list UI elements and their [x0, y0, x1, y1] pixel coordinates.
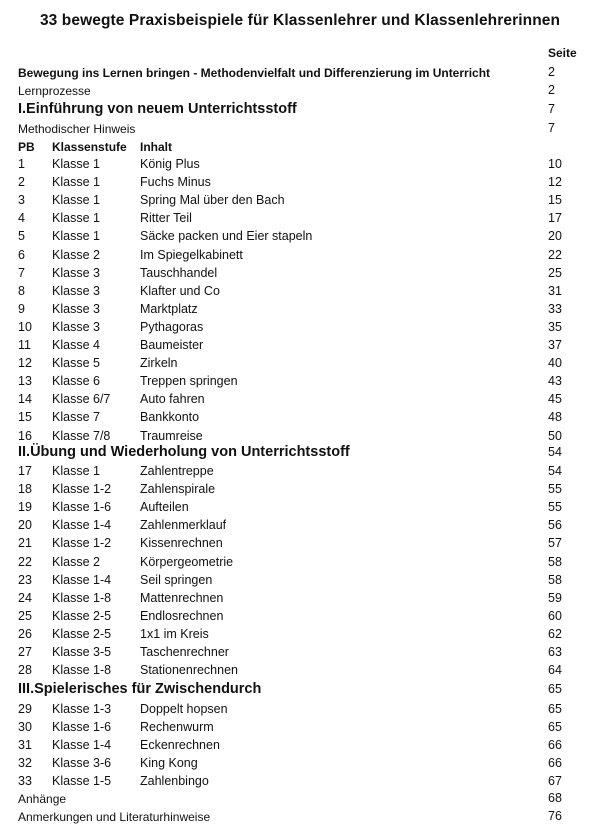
- page-column-header: Seite: [548, 46, 577, 60]
- column-header-pb: PB: [18, 140, 35, 154]
- entry-page: 55: [548, 500, 562, 515]
- entry-title: König Plus: [140, 157, 200, 171]
- entry-title: Treppen springen: [140, 374, 238, 389]
- entry-number: 33: [18, 774, 32, 789]
- entry-page: 63: [548, 645, 562, 659]
- entry-number: 2: [18, 175, 25, 190]
- entry-title: Spring Mal über den Bach: [140, 193, 285, 208]
- toc-entry-row: [0, 645, 600, 662]
- entry-number: 23: [18, 572, 32, 587]
- entry-class-level: Klasse 1-4: [52, 738, 112, 753]
- entry-title: Rechenwurm: [140, 720, 214, 735]
- entry-number: 24: [18, 590, 32, 605]
- section-heading-3: III.Spielerisches für Zwischendurch: [18, 681, 262, 697]
- page-title: 33 bewegte Praxisbeispiele für Klassenlehrer und Klassenlehrerinnen: [39, 12, 561, 29]
- entry-page: 40: [548, 356, 562, 371]
- entry-class-level: Klasse 1-3: [52, 702, 112, 716]
- toc-entry-row: [0, 374, 600, 391]
- entry-title: Zahlenbingo: [140, 774, 209, 789]
- toc-entry-row: [0, 157, 600, 174]
- entry-title: Tauschhandel: [140, 265, 218, 280]
- entry-title: Ritter Teil: [140, 211, 192, 226]
- entry-class-level: Klasse 1-6: [52, 720, 112, 735]
- section-heading-1: I.Einführung von neuem Unterrichtsstoff: [18, 101, 297, 117]
- toc-entry-row: [0, 573, 600, 590]
- entry-class-level: Klasse 3: [52, 319, 100, 334]
- entry-class-level: Klasse 3: [52, 283, 100, 298]
- entry-class-level: Klasse 1-5: [52, 774, 112, 789]
- toc-entry-row: [0, 229, 600, 246]
- entry-page: 10: [548, 157, 562, 171]
- entry-number: 4: [18, 211, 25, 226]
- toc-entry-row: [0, 248, 600, 265]
- entry-page: 65: [548, 720, 562, 735]
- entry-title: Aufteilen: [140, 500, 189, 515]
- entry-class-level: Klasse 7: [52, 410, 100, 425]
- entry-page: 17: [548, 211, 562, 226]
- toc-entry-row: [0, 500, 600, 517]
- entry-page: 50: [548, 428, 562, 443]
- entry-page: 20: [548, 229, 562, 244]
- toc-entry-row: [0, 284, 600, 301]
- entry-number: 26: [18, 626, 32, 641]
- entry-class-level: Klasse 1: [52, 175, 100, 190]
- toc-entry-row: [0, 720, 600, 737]
- entry-number: 6: [18, 247, 25, 262]
- entry-class-level: Klasse 1-8: [52, 590, 112, 605]
- entry-page: 60: [548, 608, 562, 623]
- toc-entry-row: [0, 356, 600, 373]
- toc-entry-row: [0, 464, 600, 481]
- entry-title: Zahlenmerklauf: [140, 518, 227, 533]
- section-page-2: 54: [548, 445, 562, 459]
- toc-entry-row: [0, 482, 600, 499]
- toc-entry-row: [0, 266, 600, 283]
- entry-class-level: Klasse 1-2: [52, 536, 112, 551]
- entry-page: 45: [548, 392, 562, 407]
- entry-class-level: Klasse 1: [52, 211, 100, 226]
- entry-number: 1: [18, 157, 25, 171]
- entry-class-level: Klasse 1-4: [52, 572, 112, 587]
- methodical-note-page: 7: [548, 121, 555, 135]
- appendix-line-anmerkungen: Anmerkungen und Literaturhinweise: [18, 810, 211, 824]
- entry-number: 29: [18, 702, 32, 716]
- entry-page: 43: [548, 374, 562, 389]
- entry-number: 27: [18, 645, 32, 659]
- appendix-page-anhaenge: 68: [548, 791, 562, 805]
- entry-number: 5: [18, 229, 25, 244]
- entry-class-level: Klasse 1: [52, 193, 100, 208]
- toc-entry-row: [0, 175, 600, 192]
- entry-class-level: Klasse 1-2: [52, 482, 112, 497]
- intro-page-methods: 2: [548, 65, 555, 79]
- toc-entry-row: [0, 738, 600, 755]
- intro-line-methods: Bewegung ins Lernen bringen - Methodenvielfalt und Differenzierung im Unterricht: [18, 66, 491, 80]
- entry-class-level: Klasse 6: [52, 374, 100, 389]
- entry-page: 66: [548, 756, 562, 771]
- entry-title: Fuchs Minus: [140, 175, 211, 190]
- toc-entry-row: [0, 518, 600, 535]
- appendix-line-anhaenge: Anhänge: [18, 792, 67, 806]
- entry-class-level: Klasse 3-6: [52, 756, 112, 771]
- entry-page: 57: [548, 536, 562, 551]
- entry-title: Zahlentreppe: [140, 464, 214, 478]
- entry-title: Im Spiegelkabinett: [140, 247, 243, 262]
- entry-title: Zahlenspirale: [140, 482, 216, 497]
- entry-number: 18: [18, 482, 32, 497]
- entry-page: 55: [548, 482, 562, 497]
- entry-class-level: Klasse 2-5: [52, 608, 112, 623]
- entry-title: Traumreise: [140, 428, 203, 443]
- toc-entry-row: [0, 609, 600, 626]
- entry-page: 15: [548, 193, 562, 208]
- entry-title: 1x1 im Kreis: [140, 626, 209, 641]
- entry-class-level: Klasse 1: [52, 157, 100, 171]
- entry-class-level: Klasse 6/7: [52, 392, 111, 407]
- entry-number: 9: [18, 301, 25, 316]
- toc-entry-row: [0, 410, 600, 427]
- entry-title: Auto fahren: [140, 392, 205, 407]
- entry-page: 66: [548, 738, 562, 753]
- toc-entry-row: [0, 555, 600, 572]
- entry-title: Doppelt hopsen: [140, 702, 228, 716]
- entry-number: 8: [18, 283, 25, 298]
- entry-title: Klafter und Co: [140, 283, 220, 298]
- entry-title: Bankkonto: [140, 410, 200, 425]
- toc-entry-row: [0, 338, 600, 355]
- toc-entry-row: [0, 302, 600, 319]
- section-heading-2: II.Übung und Wiederholung von Unterrichtsstoff: [18, 444, 350, 460]
- entry-class-level: Klasse 4: [52, 338, 100, 352]
- entry-number: 16: [18, 428, 32, 443]
- entry-class-level: Klasse 1-6: [52, 500, 112, 515]
- toc-entry-row: [0, 536, 600, 553]
- entry-title: Seil springen: [140, 572, 213, 587]
- entry-page: 62: [548, 626, 562, 641]
- entry-title: Kissenrechnen: [140, 536, 223, 551]
- entry-number: 14: [18, 392, 32, 407]
- intro-page-lernprozesse: 2: [548, 83, 555, 97]
- entry-number: 25: [18, 608, 32, 623]
- entry-page: 59: [548, 590, 562, 605]
- entry-number: 22: [18, 554, 32, 569]
- entry-page: 58: [548, 554, 562, 569]
- entry-title: King Kong: [140, 756, 198, 771]
- entry-page: 58: [548, 572, 562, 587]
- entry-title: Säcke packen und Eier stapeln: [140, 229, 313, 244]
- entry-class-level: Klasse 2: [52, 554, 100, 569]
- entry-number: 17: [18, 464, 32, 478]
- entry-class-level: Klasse 3: [52, 265, 100, 280]
- entry-class-level: Klasse 7/8: [52, 428, 111, 443]
- section-page-3: 65: [548, 682, 562, 696]
- entry-number: 28: [18, 663, 32, 678]
- methodical-note: Methodischer Hinweis: [18, 122, 136, 136]
- entry-page: 35: [548, 319, 562, 334]
- entry-number: 13: [18, 374, 32, 389]
- toc-entry-row: [0, 663, 600, 680]
- entry-class-level: Klasse 1: [52, 464, 100, 478]
- entry-number: 19: [18, 500, 32, 515]
- entry-class-level: Klasse 1: [52, 229, 100, 244]
- entry-page: 33: [548, 301, 562, 316]
- entry-number: 21: [18, 536, 32, 551]
- entry-number: 7: [18, 265, 25, 280]
- entry-class-level: Klasse 2-5: [52, 626, 112, 641]
- column-header-content: Inhalt: [140, 140, 172, 154]
- column-header-class: Klassenstufe: [52, 140, 127, 154]
- entry-title: Zirkeln: [140, 356, 178, 371]
- appendix-page-anmerkungen: 76: [548, 809, 562, 823]
- entry-title: Eckenrechnen: [140, 738, 220, 753]
- entry-page: 12: [548, 175, 562, 190]
- entry-number: 30: [18, 720, 32, 735]
- toc-entry-row: [0, 429, 600, 446]
- entry-number: 32: [18, 756, 32, 771]
- entry-title: Pythagoras: [140, 319, 204, 334]
- entry-number: 10: [18, 319, 32, 334]
- toc-entry-row: [0, 320, 600, 337]
- entry-class-level: Klasse 3: [52, 301, 100, 316]
- entry-number: 31: [18, 738, 32, 753]
- entry-title: Stationenrechnen: [140, 663, 238, 678]
- entry-page: 22: [548, 247, 562, 262]
- entry-page: 48: [548, 410, 562, 425]
- entry-title: Taschenrechner: [140, 645, 229, 659]
- toc-entry-row: [0, 591, 600, 608]
- entry-class-level: Klasse 2: [52, 247, 100, 262]
- entry-class-level: Klasse 3-5: [52, 645, 112, 659]
- entry-number: 20: [18, 518, 32, 533]
- entry-title: Endlosrechnen: [140, 608, 224, 623]
- entry-page: 25: [548, 265, 562, 280]
- toc-entry-row: [0, 392, 600, 409]
- entry-class-level: Klasse 1-8: [52, 663, 112, 678]
- entry-page: 56: [548, 518, 562, 533]
- entry-title: Marktplatz: [140, 301, 198, 316]
- entry-page: 54: [548, 464, 562, 478]
- entry-title: Körpergeometrie: [140, 554, 234, 569]
- toc-entry-row: [0, 702, 600, 719]
- toc-entry-row: [0, 774, 600, 791]
- toc-entry-row: [0, 627, 600, 644]
- entry-title: Mattenrechnen: [140, 590, 224, 605]
- entry-page: 65: [548, 702, 562, 716]
- toc-entry-row: [0, 756, 600, 773]
- entry-title: Baumeister: [140, 338, 204, 352]
- entry-page: 31: [548, 283, 562, 298]
- intro-line-lernprozesse: Lernprozesse: [18, 84, 91, 98]
- entry-page: 64: [548, 663, 562, 678]
- toc-entry-row: [0, 211, 600, 228]
- entry-class-level: Klasse 5: [52, 356, 100, 371]
- entry-number: 11: [18, 338, 31, 352]
- entry-page: 37: [548, 338, 562, 352]
- entry-number: 12: [18, 356, 32, 371]
- entry-class-level: Klasse 1-4: [52, 518, 112, 533]
- entry-number: 15: [18, 410, 32, 425]
- entry-number: 3: [18, 193, 25, 208]
- toc-entry-row: [0, 193, 600, 210]
- entry-page: 67: [548, 774, 562, 789]
- section-page-1: 7: [548, 102, 555, 116]
